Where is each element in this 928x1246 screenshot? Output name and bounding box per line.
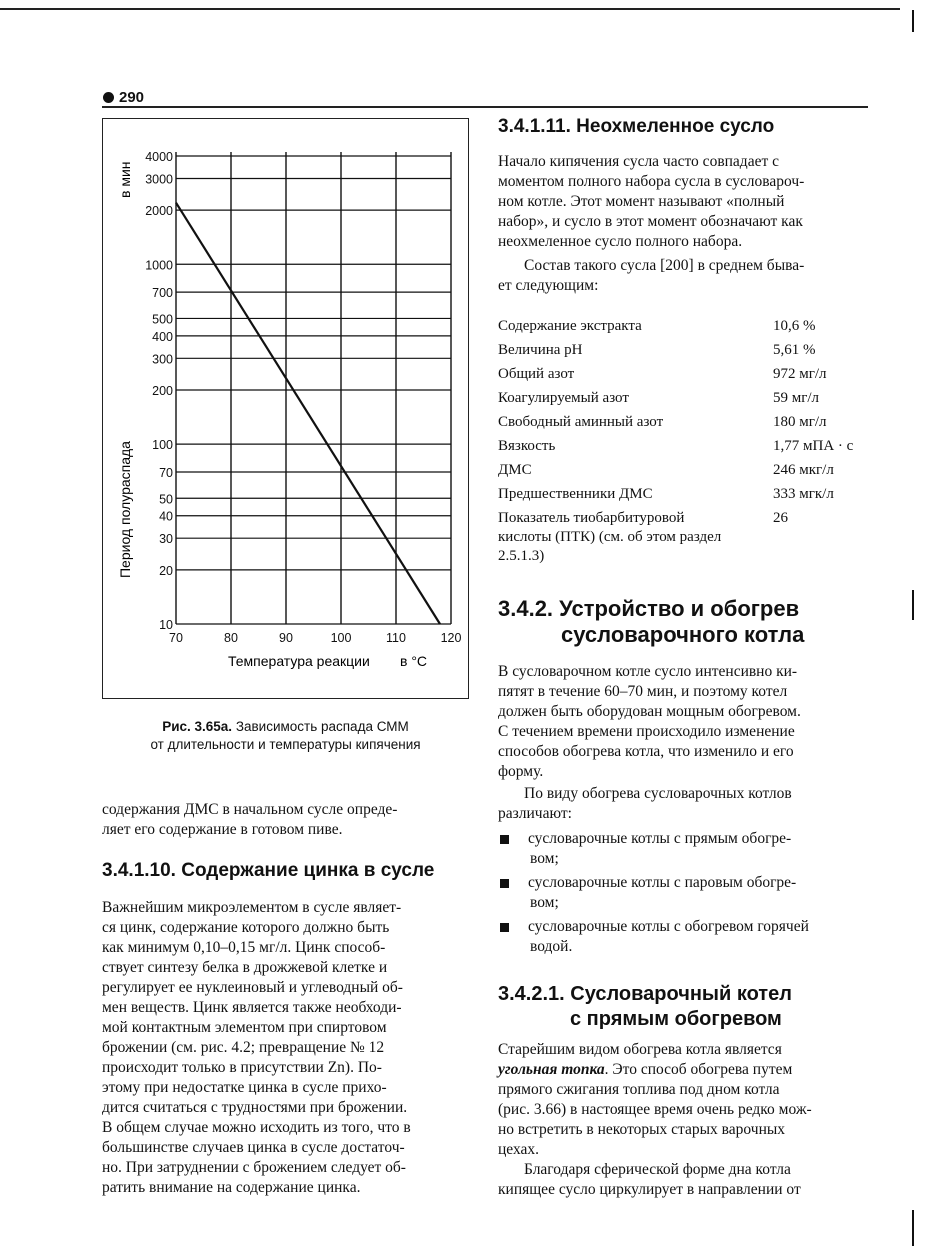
text-line: дится считаться с трудностями при брожении. xyxy=(102,1099,408,1116)
paragraph-composition-intro xyxy=(498,256,868,296)
x-axis-label: Температура реакции xyxy=(228,653,370,669)
list-item: сусловарочные котлы с обогревом горячей водой. xyxy=(498,917,868,957)
table-row xyxy=(498,386,870,410)
y-tick-label: 50 xyxy=(159,492,173,507)
component-value: 5,61 % xyxy=(773,342,816,358)
component-name: ДМС xyxy=(498,462,532,478)
chart-grid xyxy=(176,152,451,624)
heating-types-list xyxy=(498,829,868,961)
text-line: ет следующим: xyxy=(498,277,599,294)
text-line: брожении (см. рис. 4.2; превращение № 12 xyxy=(102,1039,385,1056)
table-row xyxy=(498,410,870,434)
y-axis-label: Период полураспада xyxy=(117,441,133,578)
text-line: форму. xyxy=(498,763,544,780)
component-value: 246 мкг/л xyxy=(773,462,834,478)
y-tick-label: 10 xyxy=(159,618,173,632)
edge-mark xyxy=(912,590,914,620)
paragraph-kettle-heating xyxy=(498,662,868,782)
text-line: ствует синтезу белка в дрожжевой клетке и xyxy=(102,959,388,976)
x-tick-label: 100 xyxy=(330,631,352,645)
text-line: Важнейшим микроэлементом в сусле являет- xyxy=(102,899,402,916)
table-row xyxy=(498,338,870,362)
section-title-3-4-2-1: 3.4.2.1. Сусловарочный котел с прямым обогревом xyxy=(498,983,792,1030)
series-line xyxy=(176,203,440,624)
text-line: неохмеленное сусло полного набора. xyxy=(498,233,743,250)
y-tick-label: 1000 xyxy=(145,258,173,273)
component-name: Показатель тиобарбитуровой кислоты (ПТК) (см. об этом раздел 2.5.1.3) xyxy=(498,510,722,564)
y-axis-unit: в мин xyxy=(117,161,133,198)
bullet-icon xyxy=(103,92,114,103)
component-value: 10,6 % xyxy=(773,318,816,334)
text-line: ратить внимание на содержание цинка. xyxy=(102,1179,361,1196)
section-title-3-4-1-10: 3.4.1.10. Содержание цинка в сусле xyxy=(102,860,435,881)
page-number: 290 xyxy=(103,89,144,106)
paragraph-unhopped-wort xyxy=(498,152,868,252)
y-tick-label: 300 xyxy=(152,352,173,367)
y-tick-label: 200 xyxy=(152,384,173,398)
y-tick-label: 70 xyxy=(159,466,173,481)
text-line: как минимум 0,10–0,15 мг/л. Цинк способ- xyxy=(102,939,386,956)
bullet-square-icon xyxy=(500,923,509,932)
x-tick-label: 120 xyxy=(440,631,462,645)
x-tick-label: 80 xyxy=(224,631,238,645)
text-line: Благодаря сферической форме дна котла xyxy=(524,1161,791,1178)
composition-table xyxy=(498,314,870,568)
header-rule xyxy=(102,106,868,108)
y-tick-label: 30 xyxy=(159,532,173,547)
component-name: Величина pH xyxy=(498,342,583,358)
section-title-3-4-1-11: 3.4.1.11. Неохмеленное сусло xyxy=(498,116,775,137)
text-line: В общем случае можно исходить из того, что в xyxy=(102,1119,411,1136)
x-tick-label: 70 xyxy=(169,631,183,645)
paragraph-continuation: содержания ДМС в начальном сусле опреде- ляет его содержание в готовом пиве. xyxy=(102,801,398,838)
y-tick-label: 700 xyxy=(152,286,173,301)
text-line: но. При затруднении с брожением следует об- xyxy=(102,1159,406,1176)
text-line: В сусловарочном котле сусло интенсивно ки- xyxy=(498,663,798,680)
text-line: различают: xyxy=(498,805,572,822)
y-tick-label: 400 xyxy=(152,329,173,344)
top-rule xyxy=(0,8,900,10)
bullet-square-icon xyxy=(500,879,509,888)
text-line: мой контактным элементом при спиртовом xyxy=(102,1019,387,1036)
text-line: прямого сжигания топлива под дном котла xyxy=(498,1081,780,1098)
text-line: По виду обогрева сусловарочных котлов xyxy=(524,785,792,802)
component-value: 26 xyxy=(773,510,788,526)
y-tick-label: 100 xyxy=(152,438,173,453)
section-title-3-4-2: 3.4.2. Устройство и обогрев сусловарочного котла xyxy=(498,596,805,647)
y-tick-label: 2000 xyxy=(145,204,173,219)
component-name: Коагулируемый азот xyxy=(498,390,629,406)
paragraph-direct-heating: Старейшим видом обогрева котла является угольная топка. Это способ обогрева путем прямого сжигания топлива под дном котла (рис. 3.66) в настоящее время очень редко мож- но встретить в некоторых старых варочных цехах. xyxy=(498,1040,868,1160)
text-line: С течением времени происходило изменение xyxy=(498,723,795,740)
text-line: способов обогрева котла, что изменило и его xyxy=(498,743,794,760)
component-value: 333 мгк/л xyxy=(773,486,834,502)
table-row xyxy=(498,458,870,482)
y-tick-label: 500 xyxy=(152,312,173,327)
text-line: большинстве случаев цинка в сусле достаточ- xyxy=(102,1139,405,1156)
component-value: 59 мг/л xyxy=(773,390,820,406)
text-line: Начало кипячения сусла часто совпадает с xyxy=(498,153,779,170)
y-tick-label: 4000 xyxy=(145,150,173,164)
table-row xyxy=(498,482,870,506)
text-line: пятят в течение 60–70 мин, и поэтому котел xyxy=(498,683,788,700)
text-line: моментом полного набора сусла в сусловароч- xyxy=(498,173,805,190)
text-line: цехах. xyxy=(498,1141,540,1158)
text-line: но встретить в некоторых старых варочных xyxy=(498,1121,786,1138)
paragraph-spherical-bottom xyxy=(498,1160,868,1200)
table-row xyxy=(498,506,870,568)
component-name: Вязкость xyxy=(498,438,556,454)
table-row xyxy=(498,314,870,338)
text-line: должен быть оборудован мощным обогревом. xyxy=(498,703,801,720)
component-name: Предшественники ДМС xyxy=(498,486,653,502)
text-line: мен веществ. Цинк является также необходи- xyxy=(102,999,402,1016)
component-name: Содержание экстракта xyxy=(498,318,642,334)
text-line: Состав такого сусла [200] в среднем быва- xyxy=(524,257,805,274)
component-value: 1,77 мПА · с xyxy=(773,438,854,454)
component-name: Общий азот xyxy=(498,366,575,382)
x-axis-unit: в °С xyxy=(400,653,428,669)
bullet-square-icon xyxy=(500,835,509,844)
list-item: сусловарочные котлы с прямым обогре- вом; xyxy=(498,829,868,869)
component-value: 180 мг/л xyxy=(773,414,827,430)
text-line: кипящее сусло циркулирует в направлении от xyxy=(498,1181,801,1198)
edge-mark xyxy=(912,1210,914,1246)
paragraph-zinc xyxy=(102,898,470,1198)
y-tick-label: 3000 xyxy=(145,172,173,187)
data-series xyxy=(176,203,440,624)
y-tick-label: 20 xyxy=(159,563,173,578)
x-tick-labels xyxy=(169,631,461,645)
text-line: ном котле. Этот момент называют «полный xyxy=(498,193,785,210)
table-row xyxy=(498,434,870,458)
table-row xyxy=(498,362,870,386)
text-line: происходит только в присутствии Zn). По- xyxy=(102,1059,382,1076)
edge-mark xyxy=(912,10,914,32)
component-name: Свободный аминный азот xyxy=(498,414,664,430)
text-line: этому при недостатке цинка в сусле прихо- xyxy=(102,1079,387,1096)
text-line: набор», и сусло в этот момент обозначают как xyxy=(498,213,803,230)
component-value: 972 мг/л xyxy=(773,366,827,382)
text-line: ся цинк, содержание которого должно быть xyxy=(102,919,390,936)
text-line: (рис. 3.66) в настоящее время очень редко мож- xyxy=(498,1101,812,1118)
x-tick-label: 90 xyxy=(279,631,293,645)
text-line: регулирует ее нуклеиновый и углеводный об- xyxy=(102,979,403,996)
paragraph-heating-types xyxy=(498,784,868,824)
figure-caption: Рис. 3.65а. Зависимость распада СММ от длительности и температуры кипячения xyxy=(150,719,421,752)
half-life-chart xyxy=(102,118,469,699)
list-item: сусловарочные котлы с паровым обогре- вом; xyxy=(498,873,868,913)
y-tick-label: 40 xyxy=(159,509,173,524)
x-tick-label: 110 xyxy=(386,631,406,645)
y-tick-labels xyxy=(145,150,173,632)
